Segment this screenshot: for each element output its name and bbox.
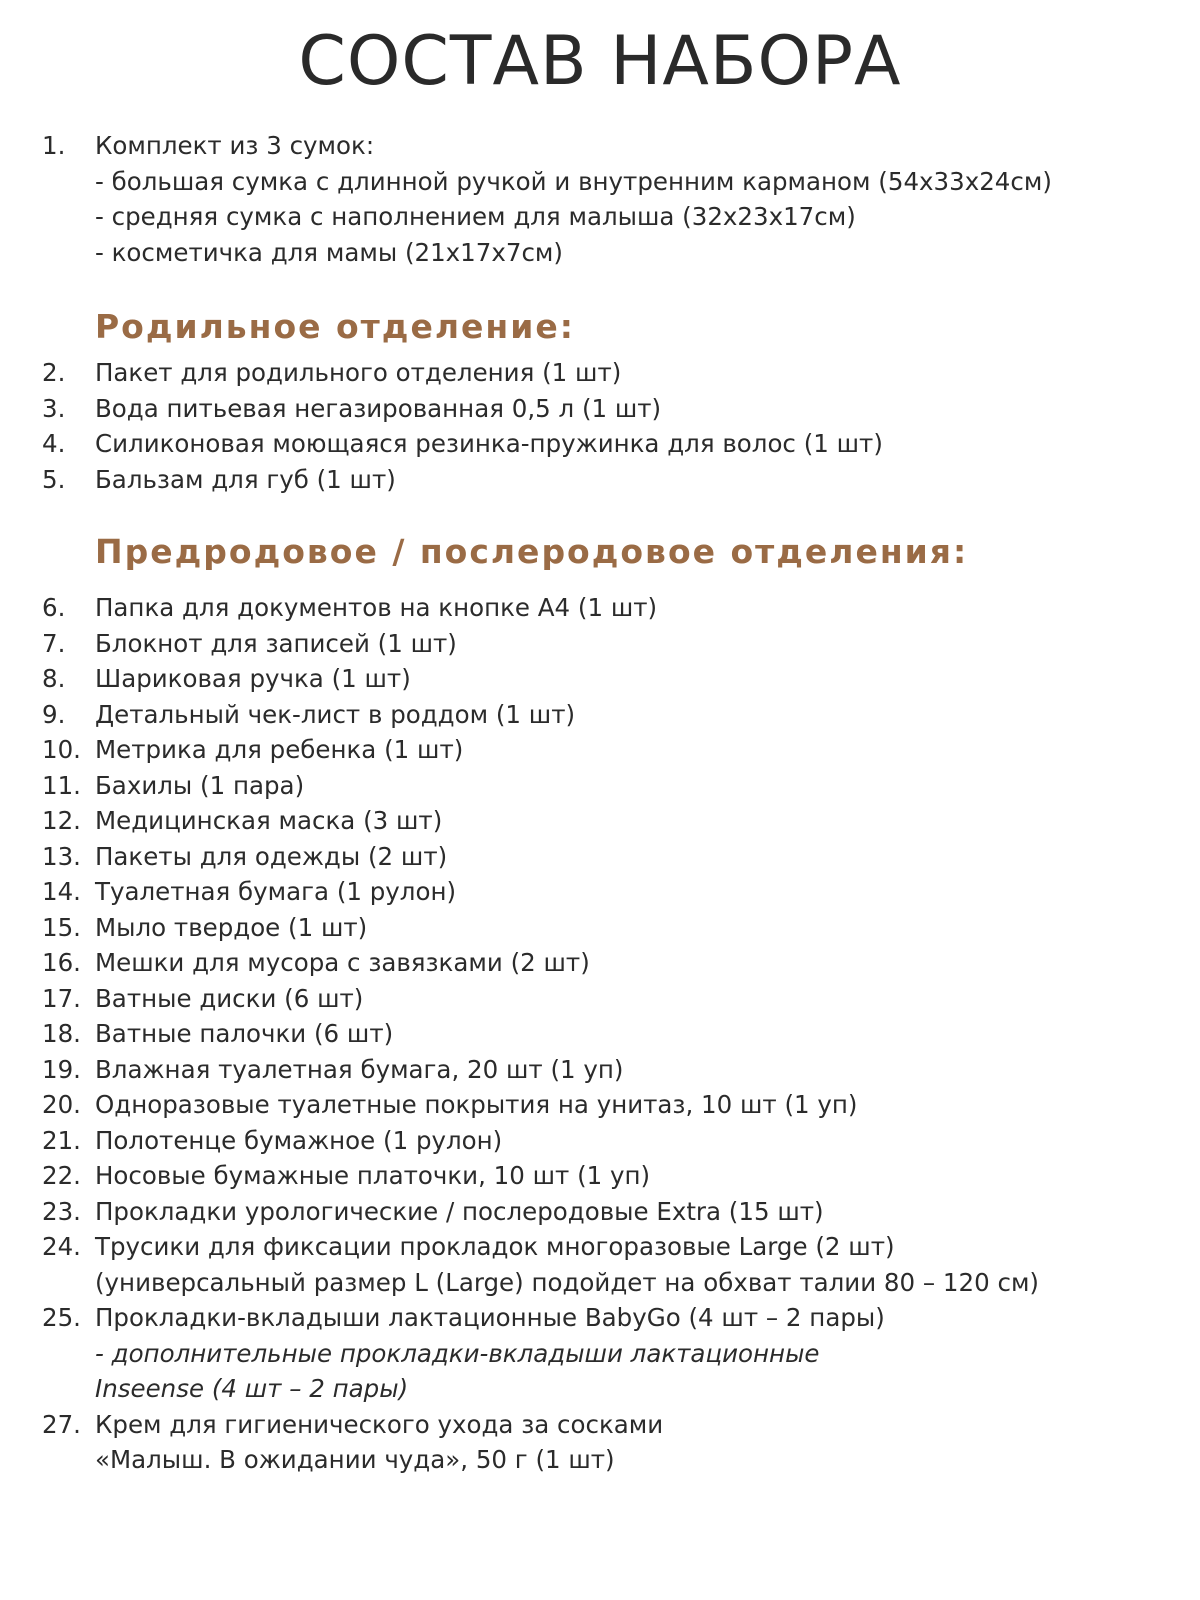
list-item [42, 839, 1182, 875]
item-text: Носовые бумажные платочки, 10 шт (1 уп) [95, 1161, 651, 1190]
list-item [42, 981, 1182, 1017]
item-number: 20. [42, 1090, 81, 1119]
item-text: Мешки для мусора с завязками (2 шт) [95, 948, 590, 977]
list-item [42, 626, 1182, 662]
section-heading-maternity: Родильное отделение: [95, 307, 575, 346]
item-note-line: Inseense (4 шт – 2 пары) [95, 1374, 409, 1403]
item-text: Ватные диски (6 шт) [95, 983, 364, 1013]
list-item [42, 1016, 1182, 1052]
list-item [42, 128, 1182, 270]
list-item [42, 462, 1182, 498]
item-number: 16. [42, 948, 81, 977]
list-item [42, 945, 1182, 981]
item-line: Трусики для фиксации прокладок многоразовые Large (2 шт) [95, 1232, 895, 1261]
item-line: Прокладки-вкладыши лактационные BabyGo (4 шт – 2 пары) [95, 1303, 885, 1332]
item-number: 17. [42, 983, 81, 1013]
list-item [42, 910, 1182, 946]
list-item [42, 661, 1182, 697]
list-item [42, 1123, 1182, 1159]
item-line: Крем для гигиенического ухода за сосками [95, 1409, 664, 1439]
item-line: (универсальный размер L (Large) подойдет на обхват талии 80 – 120 см) [95, 1267, 1039, 1297]
item-number: 23. [42, 1196, 81, 1226]
list-item [42, 732, 1182, 768]
item-line: - косметичка для мамы (21х17х7см) [95, 237, 563, 267]
list-item [42, 355, 1182, 391]
item-text: Папка для документов на кнопке А4 (1 шт) [95, 593, 658, 622]
item-number: 11. [42, 770, 81, 800]
item-number: 7. [42, 628, 66, 658]
list-item [42, 874, 1182, 910]
item-text: Силиконовая моющаяся резинка-пружинка для волос (1 шт) [95, 429, 883, 458]
item-text: Бальзам для губ (1 шт) [95, 464, 396, 494]
item-text: Прокладки урологические / послеродовые Extra (15 шт) [95, 1196, 824, 1226]
item-number: 8. [42, 664, 66, 693]
list-item [42, 1052, 1182, 1088]
item-text [95, 1407, 1182, 1478]
item-text: Одноразовые туалетные покрытия на унитаз, 10 шт (1 уп) [95, 1090, 858, 1119]
list-item [42, 1194, 1182, 1230]
item-text: Туалетная бумага (1 рулон) [95, 877, 457, 906]
list-item [42, 590, 1182, 626]
item-number: 5. [42, 464, 66, 494]
item-number: 24. [42, 1232, 81, 1261]
list-item [42, 697, 1182, 733]
item-text: Вода питьевая негазированная 0,5 л (1 шт) [95, 393, 662, 423]
item-text: Пакет для родильного отделения (1 шт) [95, 358, 622, 387]
item-text [95, 1300, 1182, 1407]
item-line: - большая сумка с длинной ручкой и внутренним карманом (54х33х24см) [95, 166, 1052, 196]
item-text: Метрика для ребенка (1 шт) [95, 735, 464, 764]
item-number: 14. [42, 877, 81, 906]
item-number: 19. [42, 1054, 81, 1084]
item-text: Блокнот для записей (1 шт) [95, 628, 457, 658]
item-text: Мыло твердое (1 шт) [95, 912, 368, 942]
list-item [42, 391, 1182, 427]
item-text: Детальный чек-лист в роддом (1 шт) [95, 699, 576, 729]
item-note-line: - дополнительные прокладки-вкладыши лактационные [95, 1338, 820, 1368]
list-item [42, 1229, 1182, 1300]
item-line: «Малыш. В ожидании чуда», 50 г (1 шт) [95, 1445, 615, 1474]
item-number: 27. [42, 1409, 81, 1439]
item-number: 15. [42, 912, 81, 942]
list-item [42, 768, 1182, 804]
list-item [42, 803, 1182, 839]
item-text: Ватные палочки (6 шт) [95, 1019, 394, 1048]
item-number: 4. [42, 429, 66, 458]
list-item [42, 1087, 1182, 1123]
item-line: Комплект из 3 сумок: [95, 131, 375, 160]
item-text: Бахилы (1 пара) [95, 770, 305, 800]
item-number: 3. [42, 393, 66, 423]
item-number: 12. [42, 806, 81, 835]
kit-contents-list [42, 128, 1182, 1478]
item-number: 10. [42, 735, 81, 764]
item-number: 6. [42, 593, 66, 622]
item-text: Влажная туалетная бумага, 20 шт (1 уп) [95, 1054, 624, 1084]
list-item [42, 1158, 1182, 1194]
item-line: - средняя сумка с наполнением для малыша (32х23х17см) [95, 202, 856, 231]
item-number: 21. [42, 1125, 81, 1155]
item-number: 1. [42, 131, 66, 160]
item-number: 13. [42, 841, 81, 871]
page-title: СОСТАВ НАБОРА [298, 22, 902, 101]
item-text [95, 1229, 1182, 1300]
list-item [42, 1407, 1182, 1478]
item-number: 2. [42, 358, 66, 387]
item-text: Медицинская маска (3 шт) [95, 806, 443, 835]
list-item [42, 426, 1182, 462]
item-text: Пакеты для одежды (2 шт) [95, 841, 448, 871]
section-heading-pre-post: Предродовое / послеродовое отделения: [95, 532, 969, 571]
item-text: Полотенце бумажное (1 рулон) [95, 1125, 503, 1155]
item-number: 22. [42, 1161, 81, 1190]
item-number: 9. [42, 699, 66, 729]
item-text [95, 128, 1182, 270]
item-number: 25. [42, 1303, 81, 1332]
list-item [42, 1300, 1182, 1407]
item-text: Шариковая ручка (1 шт) [95, 664, 411, 693]
item-number: 18. [42, 1019, 81, 1048]
